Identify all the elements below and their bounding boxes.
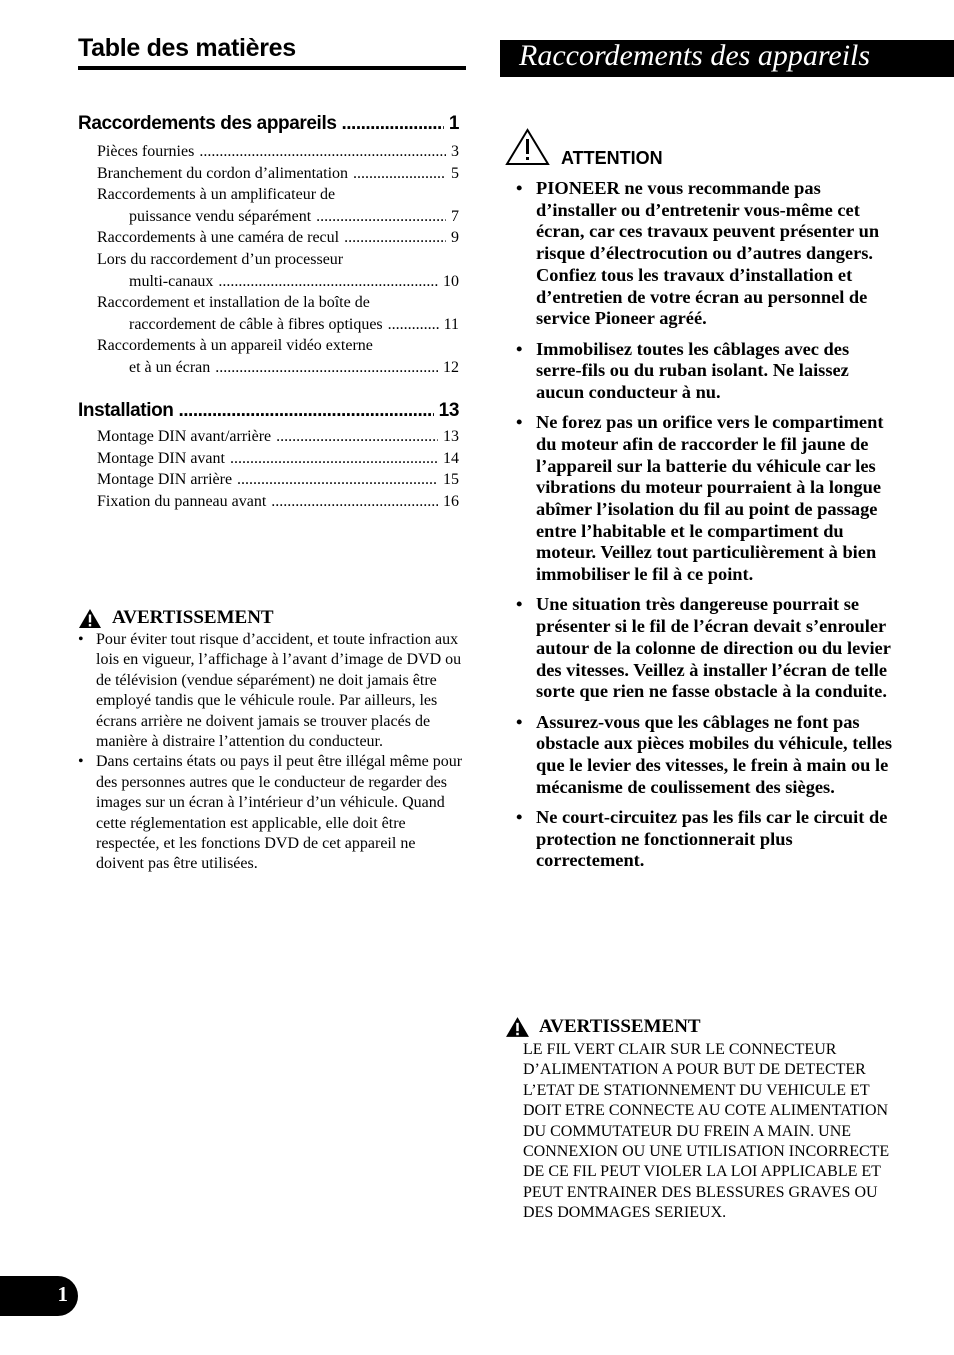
- toc-entry[interactable]: [78, 469, 459, 491]
- attention-item: • Assurez-vous que les câblages ne font pas obstacle aux pièces mobiles du véhicule, telles que le levier des vitesses, le frein à main ou le mécanisme de coulissement des sièges.: [536, 712, 895, 799]
- toc-entry[interactable]: [78, 335, 459, 378]
- right-warning-box: [505, 1016, 905, 1224]
- toc-entry-title-cont: raccordement de câble à fibres optiques: [129, 315, 383, 333]
- toc-leader-dots: [353, 163, 446, 185]
- toc-leader-dots: [230, 448, 438, 470]
- attention-item: • Ne court-circuitez pas les fils car le circuit de protection ne fonctionnerait plus correctement.: [536, 807, 895, 872]
- toc-entry[interactable]: [78, 491, 459, 513]
- warning-triangle-filled-icon: [78, 608, 102, 629]
- toc-entry-title: Lors du raccordement d’un processeur: [97, 250, 344, 268]
- toc-leader-dots: [316, 206, 446, 228]
- toc-leader-dots: [276, 426, 438, 448]
- toc-entry-page: 15: [443, 471, 459, 489]
- toc-entry-title: Fixation du panneau avant: [97, 492, 267, 510]
- toc-section-connections: [78, 113, 459, 379]
- attention-heading: [505, 124, 895, 169]
- section-title-bar: [500, 40, 954, 77]
- section-title: Raccordements des appareils: [519, 39, 871, 72]
- toc-entry-page: 5: [451, 164, 459, 182]
- left-warning-item: • Pour éviter tout risque d’accident, et toute infraction aux lois en vigueur, l’affichage à l’avant d’image de DVD ou de télévision (vendue séparément) ne doit jamais être employé tandis que le véhicule roule. Par ailleurs, les écrans arrière ne doivent jamais se trouver placés de manière à distraire l’attention du conducteur.: [96, 630, 466, 752]
- toc-main-entry-page: 13: [438, 400, 459, 421]
- toc-entry-title-cont: et à un écran: [129, 358, 211, 376]
- toc-entry-page: 13: [443, 428, 459, 445]
- toc-leader-dots: [237, 469, 438, 491]
- toc-entry-page: 16: [443, 492, 459, 510]
- toc-entry-title: Branchement du cordon d’alimentation: [97, 164, 349, 182]
- toc-entry-title: Pièces fournies: [97, 143, 195, 160]
- toc-entry-title: Raccordements à un amplificateur de: [97, 186, 336, 204]
- toc-main-entry-page: 1: [448, 113, 459, 134]
- warning-triangle-outline-icon: [505, 128, 550, 166]
- right-warning-heading: [505, 1016, 905, 1038]
- toc-entry[interactable]: [78, 141, 459, 163]
- warning-triangle-filled-icon: [505, 1016, 530, 1038]
- attention-item: • PIONEER ne vous recommande pas d’installer ou d’entretenir vous-même cet écran, car ces travaux peuvent présenter un risque d’électrocution ou d’autres dangers. Confiez tous les travaux d’installation et d’entretien de votre écran au personnel de service Pioneer agréé.: [536, 178, 895, 330]
- toc-section-installation: [78, 400, 459, 512]
- attention-title: ATTENTION: [561, 148, 663, 168]
- toc-leader-dots: [179, 400, 434, 422]
- toc-entry-page: 14: [443, 449, 459, 467]
- toc-leader-dots: [344, 227, 446, 249]
- toc-main-entry[interactable]: [78, 113, 459, 135]
- toc-entry-title: Raccordements à une caméra de recul: [97, 229, 340, 247]
- toc-leader-dots: [218, 271, 438, 293]
- left-warning-box: [78, 607, 466, 875]
- toc-entry-title: Raccordement et installation de la boîte de: [97, 294, 370, 312]
- toc-entry-title: Raccordements à un appareil vidéo externe: [97, 337, 373, 355]
- toc-entry-title: Montage DIN avant: [97, 449, 225, 467]
- toc-title-rule: [78, 66, 466, 70]
- toc-leader-dots: [199, 141, 446, 163]
- toc-title: Table des matières: [78, 34, 296, 62]
- toc-entry-title-cont: puissance vendu séparément: [129, 207, 312, 225]
- right-warning-title: AVERTISSEMENT: [539, 1016, 701, 1037]
- page-number: 1: [57, 1282, 68, 1306]
- toc-main-entry[interactable]: [78, 400, 459, 422]
- toc-entry-page: 7: [451, 207, 459, 225]
- attention-box: [505, 124, 895, 881]
- left-warning-heading: [78, 607, 466, 629]
- toc-entry[interactable]: [78, 448, 459, 470]
- toc-entry-page: 10: [443, 272, 459, 290]
- toc-entry[interactable]: [78, 249, 459, 292]
- toc-leader-dots: [215, 357, 438, 379]
- toc-entry-title-cont: multi-canaux: [129, 272, 214, 290]
- toc-entry-page: 11: [443, 315, 459, 333]
- toc-entry-page: 3: [451, 143, 459, 160]
- left-warning-item: • Dans certains états ou pays il peut être illégal même pour des personnes autres que le conducteur de regarder des images sur un écran à l’intérieur d’un véhicule. Quand cette réglementation est applicable, elle doit être respectée, et les fonctions DVD de cet appareil ne doivent pas être utilisées.: [96, 752, 466, 874]
- toc-entry[interactable]: [78, 227, 459, 249]
- toc-entry[interactable]: [78, 426, 459, 448]
- toc-leader-dots: [388, 314, 439, 336]
- attention-item: • Immobilisez toutes les câblages avec des serre-fils ou du ruban isolant. Ne laissez aucun conducteur à nu.: [536, 339, 895, 404]
- toc-entry[interactable]: [78, 292, 459, 335]
- toc-main-entry-title: Installation: [78, 400, 174, 421]
- toc-entry-page: 9: [451, 229, 459, 247]
- right-warning-text: LE FIL VERT CLAIR SUR LE CONNECTEUR D’ALIMENTATION A POUR BUT DE DETECTER L’ETAT DE STATIONNEMENT DU VEHICULE ET DOIT ETRE CONNECTE AU COTE ALIMENTATION DU COMMUTATEUR DU FREIN A MAIN. UNE CONNEXION OU UNE UTILISATION INCORRECTE DE CE FIL PEUT VIOLER LA LOI APPLICABLE ET PEUT ENTRAINER DES BLESSURES GRAVES OU DES DOMMAGES SERIEUX.: [523, 1041, 890, 1222]
- page-number-tab: [0, 1276, 78, 1316]
- toc-entry-title: Montage DIN arrière: [97, 471, 233, 489]
- toc-entry[interactable]: [78, 184, 459, 227]
- toc-main-entry-title: Raccordements des appareils: [78, 113, 337, 134]
- toc-entry-page: 12: [443, 358, 459, 376]
- attention-item: • Ne forez pas un orifice vers le compartiment du moteur afin de raccorder le fil jaune de l’appareil sur la batterie du véhicule car les vibrations du moteur pourraient à la longue abîmer l’isolation du fil au point de passage entre l’habitable et le compartiment du moteur. Veillez tout particulièrement à bien immobiliser le fil à ce point.: [536, 412, 895, 586]
- attention-item: • Une situation très dangereuse pourrait se présenter si le fil de l’écran devait s’enrouler autour de la colonne de direction ou du levier des vitesses. Veillez à installer l’écran de telle sorte que rien ne fasse obstacle à la conduite.: [536, 594, 895, 703]
- toc-entry[interactable]: [78, 163, 459, 185]
- toc-entry-title: Montage DIN avant/arrière: [97, 428, 272, 445]
- toc-leader-dots: [271, 491, 438, 513]
- toc-leader-dots: [341, 113, 443, 135]
- left-warning-title: AVERTISSEMENT: [112, 607, 274, 628]
